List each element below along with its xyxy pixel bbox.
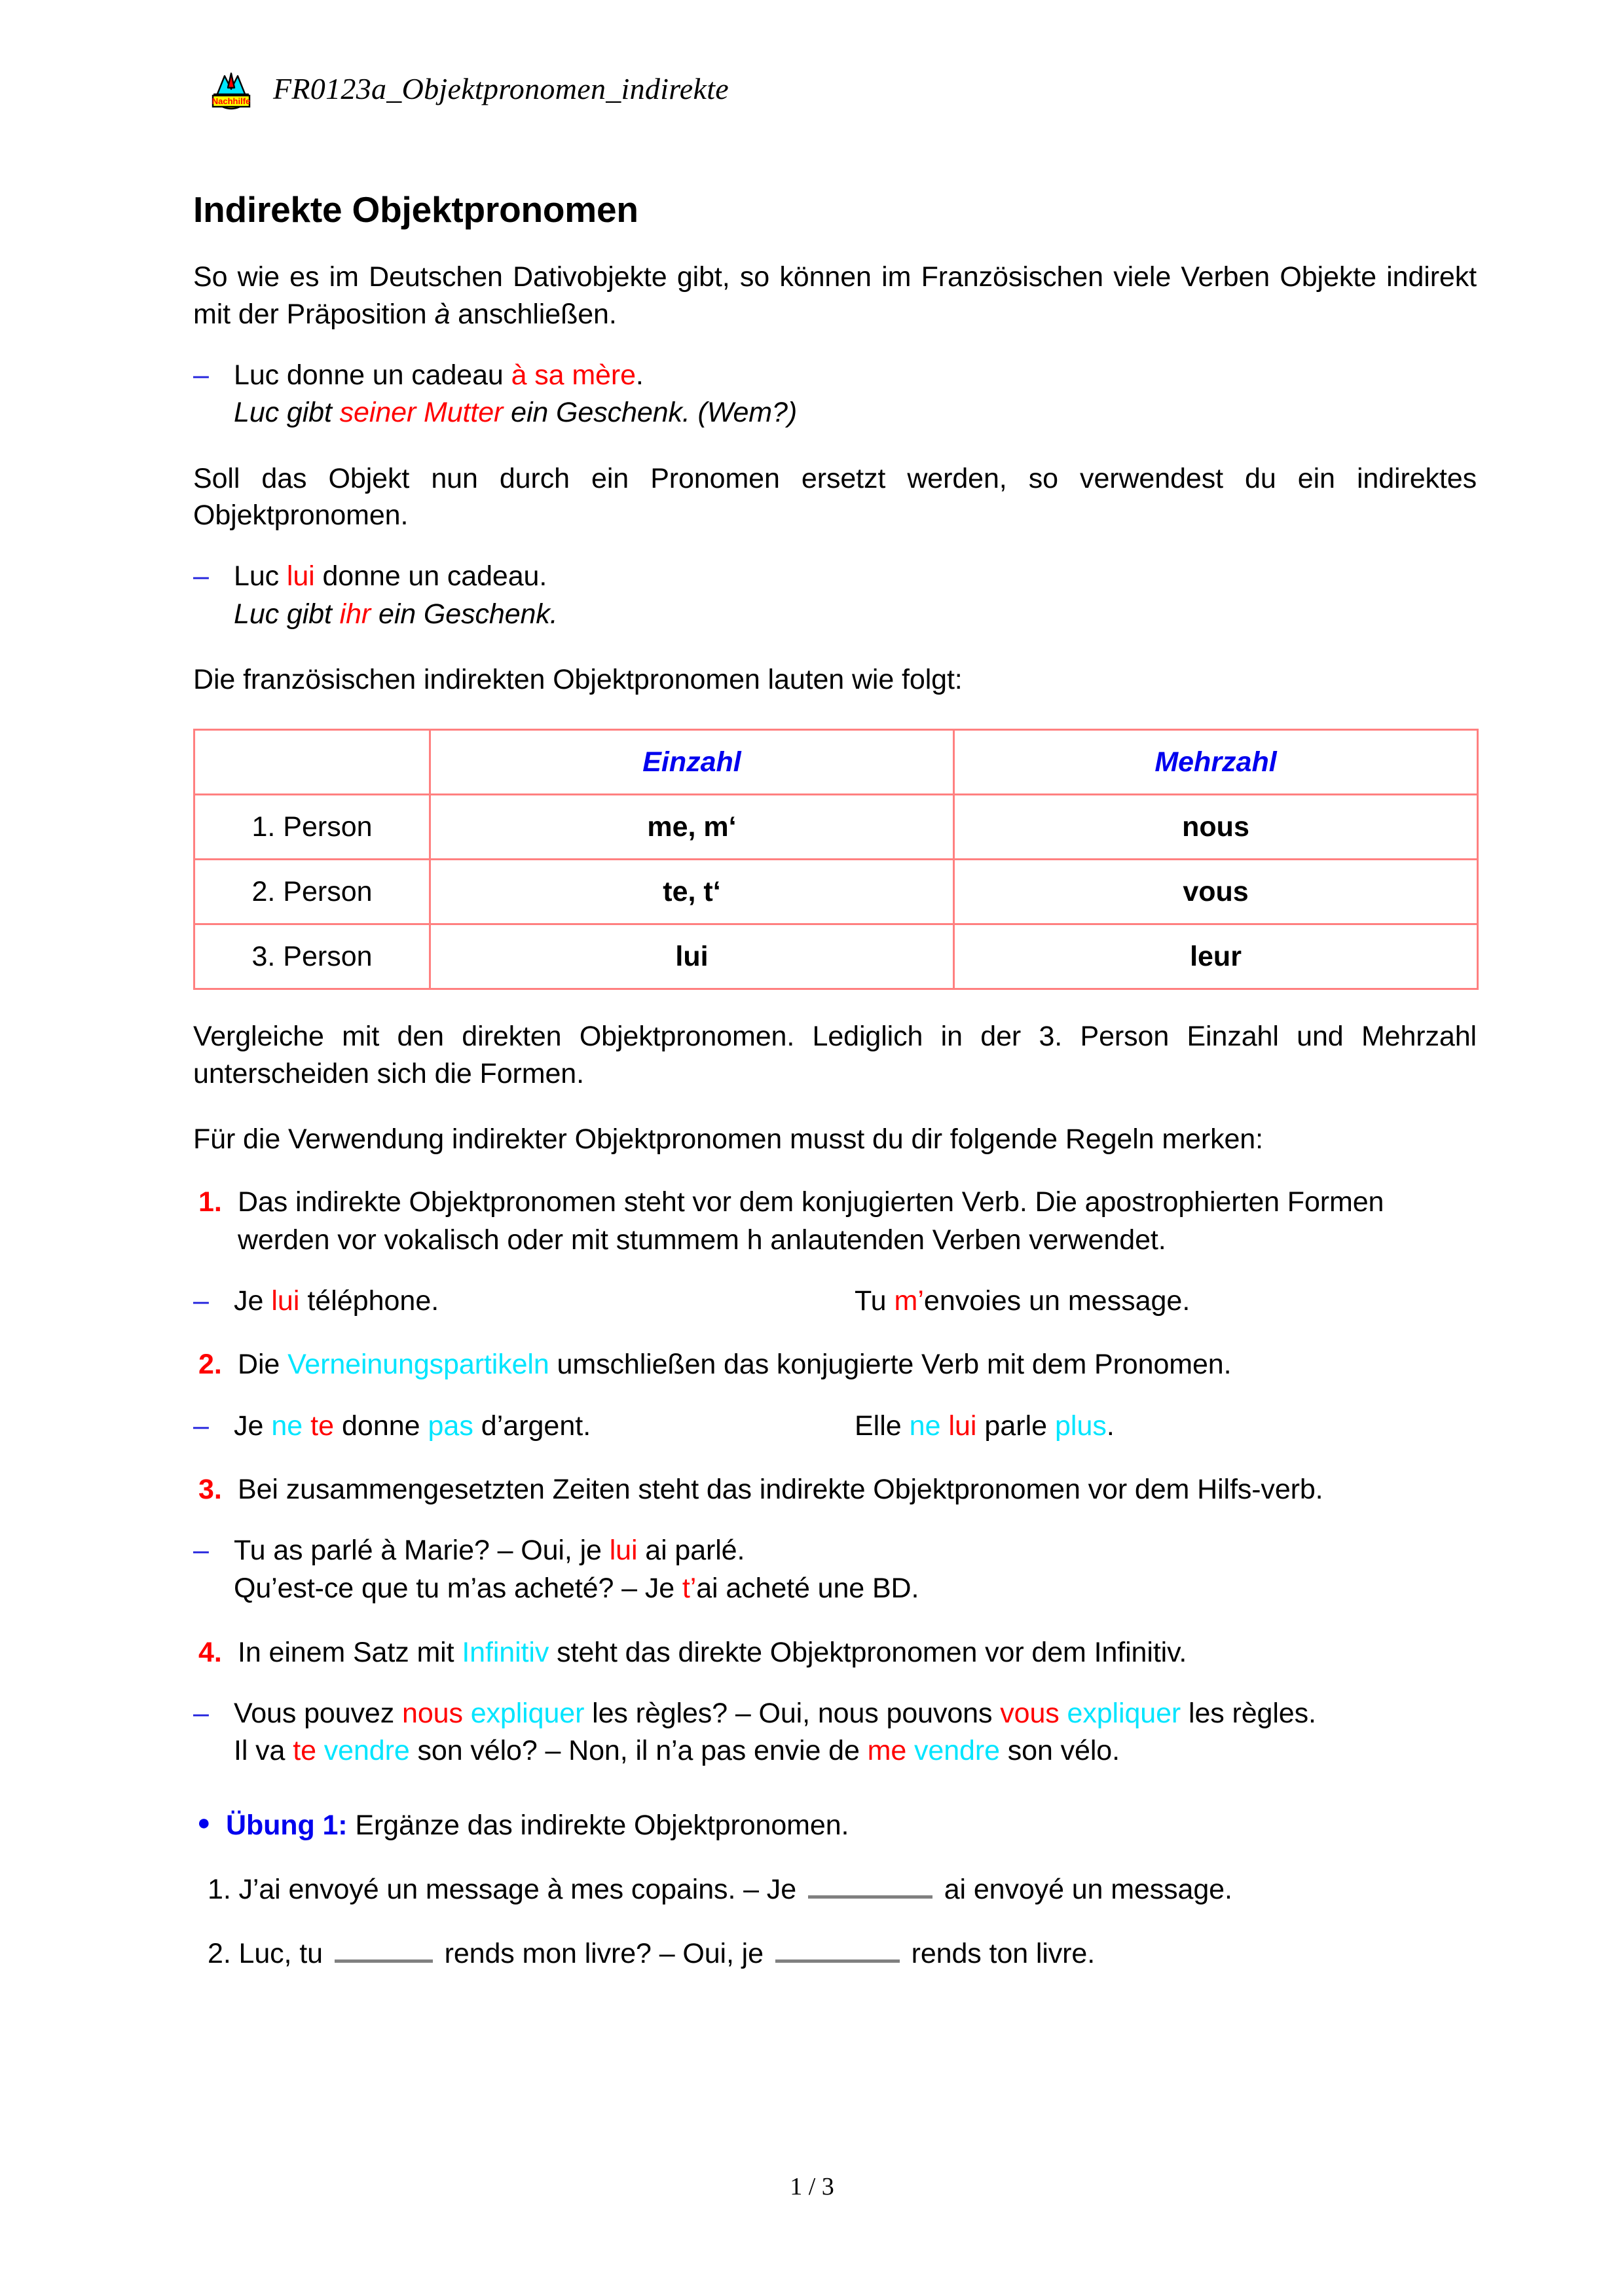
r2-ex2-sp1: [941, 1410, 949, 1442]
r4-ex2-sp1: [316, 1735, 324, 1766]
r2-ex1-b: d’argent.: [473, 1410, 591, 1442]
dash-bullet-icon: –: [193, 1285, 209, 1317]
r4-ex2-a: Il va: [234, 1735, 293, 1767]
example-translation: [193, 394, 1477, 432]
r4-ex1-infinitive-1: expliquer: [470, 1697, 585, 1729]
r3-ex1-highlight: lui: [609, 1535, 638, 1567]
r3-ex1-a: Tu as parlé à Marie? – Oui, je: [234, 1535, 610, 1567]
r4-ex2-b: son vélo.: [999, 1735, 1120, 1767]
r2-ex1-pas: pas: [428, 1410, 473, 1442]
r4-ex1-pronoun-1: nous: [402, 1697, 463, 1729]
rule-1: [193, 1184, 1477, 1258]
table-cell-person: 2. Person: [194, 860, 430, 924]
r3-ex2-a: Qu’est-ce que tu m’as acheté? – Je: [234, 1573, 682, 1605]
r4-ex2-pronoun-2: me: [867, 1735, 907, 1767]
r4-ex1-b: les règles.: [1181, 1697, 1316, 1729]
exercise-label: Übung 1:: [226, 1810, 348, 1842]
table-header-plural: Mehrzahl: [954, 730, 1478, 795]
rule-2-text-highlight: Verneinungspartikeln: [287, 1349, 549, 1381]
ex2-highlight: lui: [286, 560, 315, 592]
table-header-singular: Einzahl: [430, 730, 954, 795]
intro-p1-text-b: anschließen.: [450, 298, 617, 330]
r4-ex1-pronoun-2: vous: [1000, 1697, 1060, 1729]
answer-blank[interactable]: [335, 1936, 433, 1963]
dash-bullet-icon: –: [193, 359, 209, 391]
r2-ex1-ne: ne: [271, 1410, 303, 1442]
intro-paragraph-1: [193, 259, 1477, 333]
table-cell-singular: lui: [430, 924, 954, 989]
after-table-paragraph-2: Für die Verwendung indirekter Objektpronomen musst du dir folgende Regeln merken:: [193, 1123, 1263, 1155]
answer-blank[interactable]: [775, 1936, 900, 1963]
ex2-text-b: donne un cadeau.: [314, 560, 547, 592]
table-cell-plural: nous: [954, 795, 1478, 860]
example-translation: [193, 596, 1477, 634]
nachhilfe-logo-icon: [208, 65, 255, 111]
example-line: [193, 558, 1477, 596]
table-cell-person: 3. Person: [194, 924, 430, 989]
example-line-secondary: [193, 1732, 1477, 1770]
exercise-item-2-text-c: rends ton livre.: [903, 1938, 1096, 1970]
table-cell-singular: te, t‘: [430, 860, 954, 924]
r4-ex2-mid2: son vélo? – Non, il n’a pas envie de: [409, 1735, 868, 1767]
r2-ex1-a: Je: [234, 1410, 272, 1442]
rule-2-text-a: Die: [238, 1349, 288, 1381]
dash-bullet-icon: –: [193, 1410, 209, 1442]
exercise-item-2-number: 2.: [208, 1938, 231, 1970]
rule-2-number: 2.: [198, 1349, 222, 1381]
table-header-row: [194, 730, 1478, 795]
r2-ex2-plus: plus: [1055, 1410, 1107, 1442]
r3-ex2-b: ai acheté une BD.: [696, 1573, 919, 1605]
answer-blank[interactable]: [808, 1872, 932, 1899]
ex1-trans-a: Luc gibt: [234, 397, 340, 429]
r4-ex1-a: Vous pouvez: [234, 1697, 402, 1729]
page-title: Indirekte Objektpronomen: [193, 189, 638, 230]
r4-ex2-infinitive-1: vendre: [323, 1735, 410, 1767]
dash-bullet-icon: –: [193, 1535, 209, 1567]
table-row: [194, 795, 1478, 860]
ex1-text-a: Luc donne un cadeau: [234, 359, 511, 391]
example-line: [193, 1283, 1477, 1321]
table-cell-plural: leur: [954, 924, 1478, 989]
r1-ex2: [855, 1283, 1190, 1321]
rule-3: [193, 1471, 1477, 1508]
r2-ex2-mid: parle: [976, 1410, 1055, 1442]
dash-bullet-icon: –: [193, 1697, 209, 1729]
r4-ex1-sp1: [463, 1698, 471, 1729]
exercise-item-2-text-b: rends mon livre? – Oui, je: [436, 1938, 771, 1970]
r3-ex1-b: ai parlé.: [637, 1535, 745, 1567]
rule-2: [193, 1346, 1477, 1383]
page-number: 1 / 3: [790, 2173, 834, 2200]
exercise-instruction: Ergänze das indirekte Objektpronomen.: [347, 1810, 849, 1842]
rule-4-text-highlight: Infinitiv: [462, 1636, 549, 1668]
rule-4-text-a: In einem Satz mit: [238, 1636, 462, 1668]
rule-3-text: Bei zusammengesetzten Zeiten steht das indirekte Objektpronomen vor dem Hilfs-verb.: [238, 1474, 1323, 1506]
r2-ex1-mid: donne: [334, 1410, 428, 1442]
pronoun-table: [193, 729, 1479, 990]
ex1-highlight: à sa mère: [511, 359, 636, 391]
exercise-item-1-text-a: J’ai envoyé un message à mes copains. – Je: [231, 1874, 804, 1906]
table-row: [194, 860, 1478, 924]
example-line: [193, 1532, 1477, 1570]
r1-ex2-a: Tu: [855, 1285, 895, 1317]
r1-ex2-highlight: m’: [894, 1285, 924, 1317]
example-line: [193, 357, 1477, 395]
r2-ex2-b: .: [1106, 1410, 1115, 1442]
r2-ex2: [855, 1408, 1115, 1446]
table-cell-singular: me, m‘: [430, 795, 954, 860]
r2-ex2-ne: ne: [909, 1410, 941, 1442]
r4-ex2-infinitive-2: vendre: [914, 1735, 1000, 1767]
r1-ex1-highlight: lui: [271, 1285, 300, 1317]
r2-ex1-pronoun: te: [310, 1410, 335, 1442]
ex1-trans-b: ein Geschenk. (Wem?): [503, 397, 798, 429]
rule-4: [193, 1634, 1477, 1671]
r4-ex2-sp2: [906, 1735, 914, 1766]
r2-ex1-sp1: [303, 1410, 310, 1442]
rule-4-text-b: steht das direkte Objektpronomen vor dem Infinitiv.: [549, 1636, 1187, 1668]
table-cell-person: 1. Person: [194, 795, 430, 860]
example-line: [193, 1408, 1477, 1446]
intro-p1-text-a: So wie es im Deutschen Dativobjekte gibt, so können im Französischen viele Verben Objekte indirekt mit der Präposition: [193, 261, 1477, 330]
document-header: [208, 59, 1477, 118]
table-header-empty: [194, 730, 430, 795]
ex1-text-b: .: [635, 359, 644, 391]
dash-bullet-icon: –: [193, 560, 209, 592]
rule-4-examples: [193, 1695, 1477, 1770]
table-row: [194, 924, 1478, 989]
document-file-title: FR0123a_Objektpronomen_indirekte: [273, 71, 729, 105]
r1-ex2-b: envoies un message.: [923, 1285, 1190, 1317]
example-block-2: [193, 558, 1477, 633]
r2-ex2-a: Elle: [855, 1410, 910, 1442]
example-line-secondary: [193, 1570, 1477, 1608]
ex2-text-a: Luc: [234, 560, 287, 592]
table-cell-plural: vous: [954, 860, 1478, 924]
r2-ex2-pronoun: lui: [948, 1410, 977, 1442]
ex1-trans-highlight: seiner Mutter: [339, 397, 504, 429]
exercise-item-1-text-b: ai envoyé un message.: [936, 1874, 1232, 1906]
exercise-item-2-text-a: Luc, tu: [231, 1938, 331, 1970]
intro-paragraph-2: Soll das Objekt nun durch ein Pronomen ersetzt werden, so verwendest du ein indirektes Objektpronomen.: [193, 462, 1477, 532]
rule-3-examples: [193, 1532, 1477, 1607]
exercise-item-1-number: 1.: [208, 1874, 231, 1906]
logo-wordmark: Nachhilfe: [212, 96, 251, 106]
r3-ex2-highlight: t’: [682, 1573, 697, 1605]
r1-ex1-a: Je: [234, 1285, 272, 1317]
rule-3-number: 3.: [198, 1474, 222, 1506]
intro-preposition-a: à: [434, 298, 451, 330]
rule-4-number: 4.: [198, 1636, 222, 1668]
rule-1-number: 1.: [198, 1186, 222, 1218]
r4-ex1-sp2: [1060, 1698, 1067, 1729]
bullet-icon: ●: [197, 1810, 211, 1836]
ex2-trans-highlight: ihr: [339, 598, 371, 630]
ex2-trans-a: Luc gibt: [234, 598, 340, 630]
rule-1-text: Das indirekte Objektpronomen steht vor dem konjugierten Verb. Die apostrophierten Formen werden vor vokalisch oder mit stummem h anlautenden Verben verwendet.: [238, 1186, 1384, 1256]
exercise-heading: [193, 1810, 1477, 1842]
page-footer: [0, 2172, 1624, 2201]
r1-ex1-b: téléphone.: [299, 1285, 439, 1317]
r4-ex2-pronoun-1: te: [293, 1735, 316, 1767]
rule-2-examples: [193, 1408, 1477, 1446]
exercise-item-2: [193, 1936, 1477, 1970]
r4-ex1-mid2: les règles? – Oui, nous pouvons: [584, 1697, 1001, 1729]
after-table-paragraph-1: Vergleiche mit den direkten Objektpronomen. Lediglich in der 3. Person Einzahl und Mehrzahl unterscheiden sich die Formen.: [193, 1021, 1477, 1089]
r4-ex1-infinitive-2: expliquer: [1067, 1697, 1181, 1729]
example-block-1: [193, 357, 1477, 432]
ex2-trans-b: ein Geschenk.: [371, 598, 558, 630]
rule-1-examples: [193, 1283, 1477, 1321]
rule-2-text-b: umschließen das konjugierte Verb mit dem Pronomen.: [549, 1349, 1232, 1381]
example-line: [193, 1695, 1477, 1733]
intro-paragraph-3: Die französischen indirekten Objektpronomen lauten wie folgt:: [193, 664, 963, 696]
exercise-item-1: [193, 1872, 1477, 1906]
